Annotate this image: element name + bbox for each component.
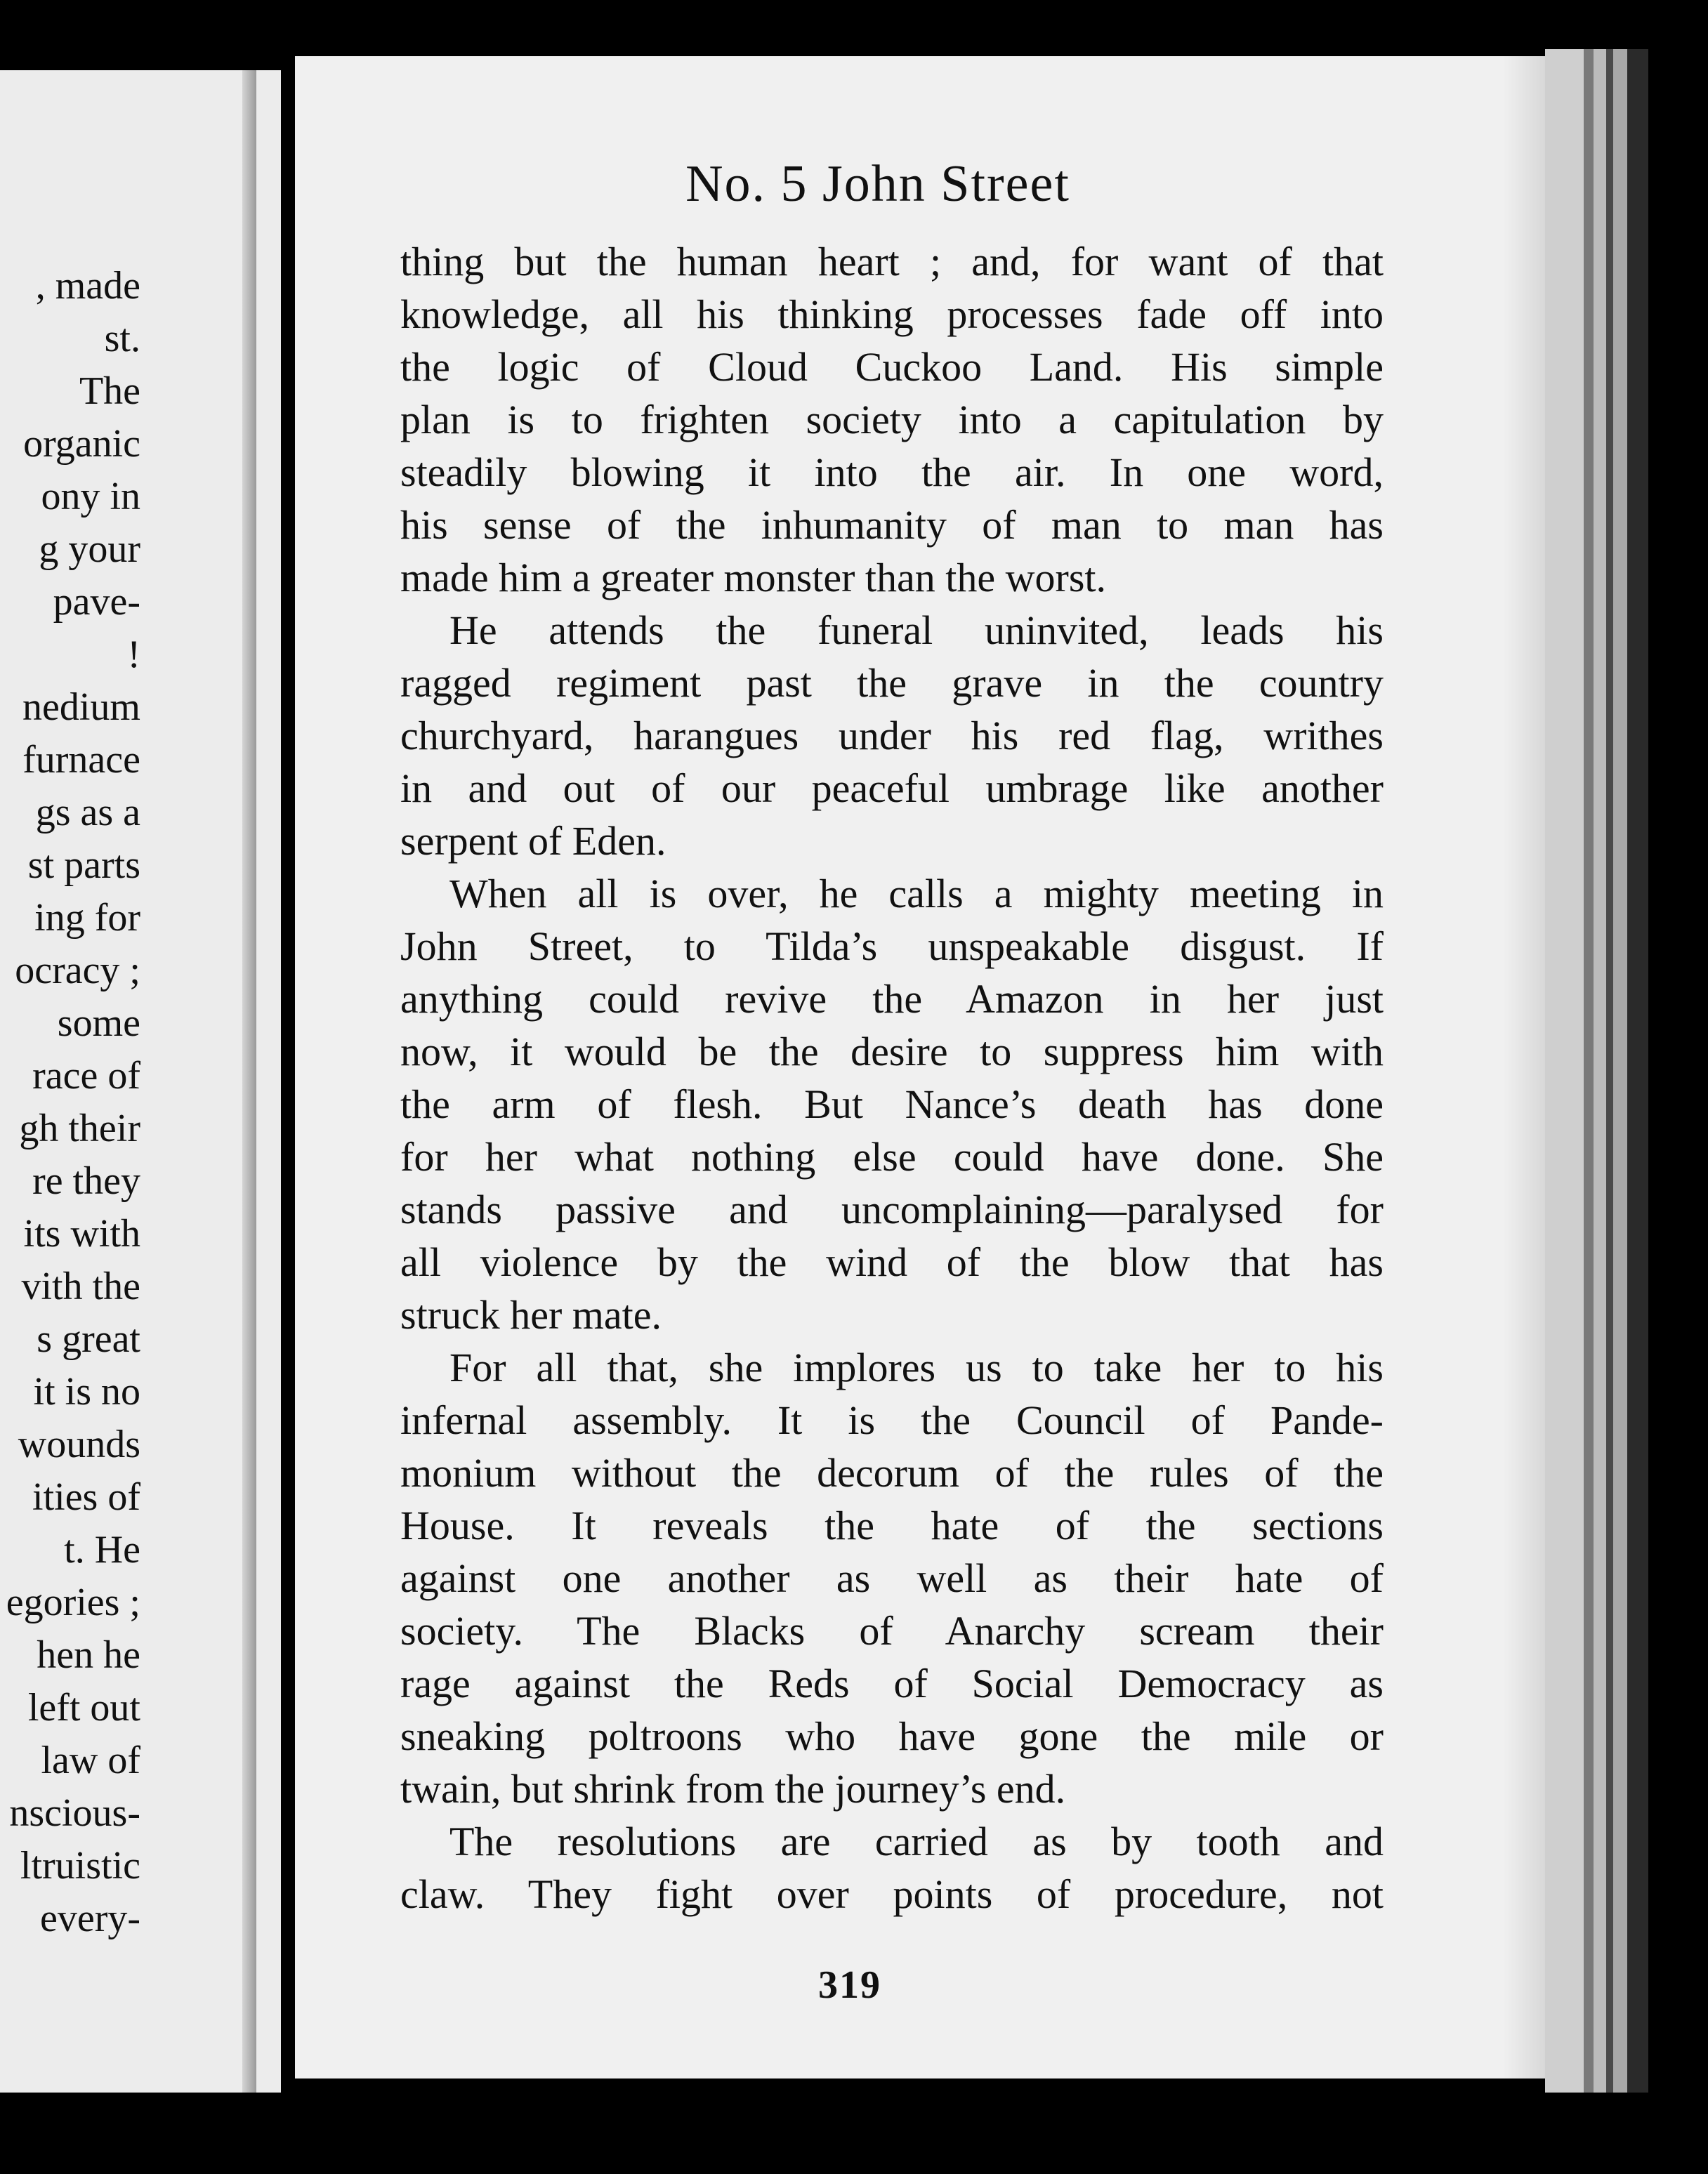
text-line: thing but the human heart ; and, for want of that — [400, 239, 1384, 284]
previous-page-line: pave- — [53, 580, 140, 624]
text-line: struck her mate. — [400, 1292, 662, 1338]
text-line: infernal assembly. It is the Council of Pande- — [400, 1397, 1384, 1443]
page-number: 319 — [818, 1963, 881, 2007]
text-line: House. It reveals the hate of the sections — [400, 1503, 1384, 1548]
text-line: The resolutions are carried as by tooth and — [449, 1819, 1384, 1864]
text-line: against one another as well as their hate of — [400, 1555, 1384, 1601]
page-edge — [1594, 49, 1606, 2093]
previous-page-line: wounds — [18, 1423, 140, 1466]
text-line: monium without the decorum of the rules of the — [400, 1450, 1384, 1496]
previous-page-line: ony in — [41, 475, 140, 518]
text-line: the arm of flesh. But Nance’s death has done — [400, 1081, 1384, 1127]
previous-page-line: every- — [39, 1897, 140, 1940]
previous-page — [0, 70, 281, 2093]
previous-page-line: , made — [35, 264, 140, 308]
previous-page-line: ltruistic — [20, 1844, 140, 1888]
previous-page-line: gs as a — [35, 791, 140, 834]
page-shadow — [1503, 56, 1545, 2079]
previous-page-line: its with — [23, 1212, 140, 1256]
book-spine — [281, 56, 295, 2107]
text-line: sneaking poltroons who have gone the mile or — [400, 1713, 1384, 1759]
previous-page-line: st parts — [27, 843, 140, 887]
previous-page-line: ities of — [32, 1475, 140, 1519]
text-line: rage against the Reds of Social Democracy as — [400, 1661, 1384, 1706]
previous-page-line: ing for — [34, 896, 140, 940]
previous-page-line: gh their — [19, 1107, 140, 1150]
previous-page-line: furnace — [22, 738, 140, 782]
previous-page-line: left out — [27, 1686, 140, 1730]
previous-page-line: vith the — [21, 1265, 140, 1308]
text-line: claw. They fight over points of procedure, not — [400, 1871, 1384, 1917]
previous-page-line: ! — [127, 633, 140, 676]
text-line: anything could revive the Amazon in her just — [400, 976, 1384, 1022]
previous-page-line: nscious- — [9, 1791, 140, 1835]
previous-page-line: nedium — [22, 685, 140, 729]
text-line: He attends the funeral uninvited, leads his — [449, 607, 1384, 653]
page-edge — [1584, 49, 1594, 2093]
text-line: his sense of the inhumanity of man to man has — [400, 502, 1384, 548]
previous-page-line: g your — [39, 527, 140, 571]
previous-page-text — [6, 260, 140, 1945]
previous-page-line: The — [79, 369, 140, 413]
text-line: plan is to frighten society into a capitulation by — [400, 397, 1384, 442]
text-line: serpent of Eden. — [400, 818, 666, 864]
previous-page-line: t. He — [64, 1528, 140, 1572]
text-line: for her what nothing else could have done. She — [400, 1134, 1384, 1180]
page-edge — [1545, 49, 1584, 2093]
text-line: twain, but shrink from the journey’s end. — [400, 1766, 1066, 1812]
text-line: society. The Blacks of Anarchy scream their — [400, 1608, 1384, 1654]
text-line: For all that, she implores us to take her to his — [449, 1345, 1384, 1390]
text-line: knowledge, all his thinking processes fade off into — [400, 291, 1384, 337]
text-line: now, it would be the desire to suppress him with — [400, 1029, 1384, 1074]
text-line: steadily blowing it into the air. In one word, — [400, 449, 1384, 495]
previous-page-line: law of — [41, 1739, 140, 1782]
text-line: made him a greater monster than the worst. — [400, 555, 1107, 600]
previous-page-line: it is no — [33, 1370, 140, 1414]
previous-page-line: race of — [32, 1054, 140, 1098]
text-line: all violence by the wind of the blow that has — [400, 1239, 1384, 1285]
previous-page-line: some — [57, 1001, 140, 1045]
previous-page-line: organic — [23, 422, 140, 466]
text-line: churchyard, harangues under his red flag, writhes — [400, 713, 1384, 758]
text-line: ragged regiment past the grave in the country — [400, 660, 1384, 706]
book-page — [295, 56, 1545, 2079]
page-edge — [1627, 49, 1648, 2093]
previous-page-line: ocracy ; — [15, 949, 140, 992]
running-head: No. 5 John Street — [685, 155, 1070, 213]
text-line: When all is over, he calls a mighty meeting in — [449, 871, 1384, 916]
page-body-text — [400, 235, 1384, 1921]
page-edge — [1606, 49, 1613, 2093]
previous-page-line: st. — [104, 317, 140, 360]
text-line: the logic of Cloud Cuckoo Land. His simple — [400, 344, 1384, 390]
text-line: stands passive and uncomplaining—paralysed for — [400, 1187, 1384, 1232]
previous-page-line: s great — [37, 1317, 140, 1361]
page-edge — [1613, 49, 1627, 2093]
previous-page-line: hen he — [37, 1633, 140, 1677]
previous-page-line: re they — [32, 1159, 140, 1203]
page-gutter — [242, 70, 256, 2093]
text-line: John Street, to Tilda’s unspeakable disgust. If — [400, 923, 1384, 969]
previous-page-line: egories ; — [6, 1581, 140, 1624]
text-line: in and out of our peaceful umbrage like another — [400, 765, 1384, 811]
